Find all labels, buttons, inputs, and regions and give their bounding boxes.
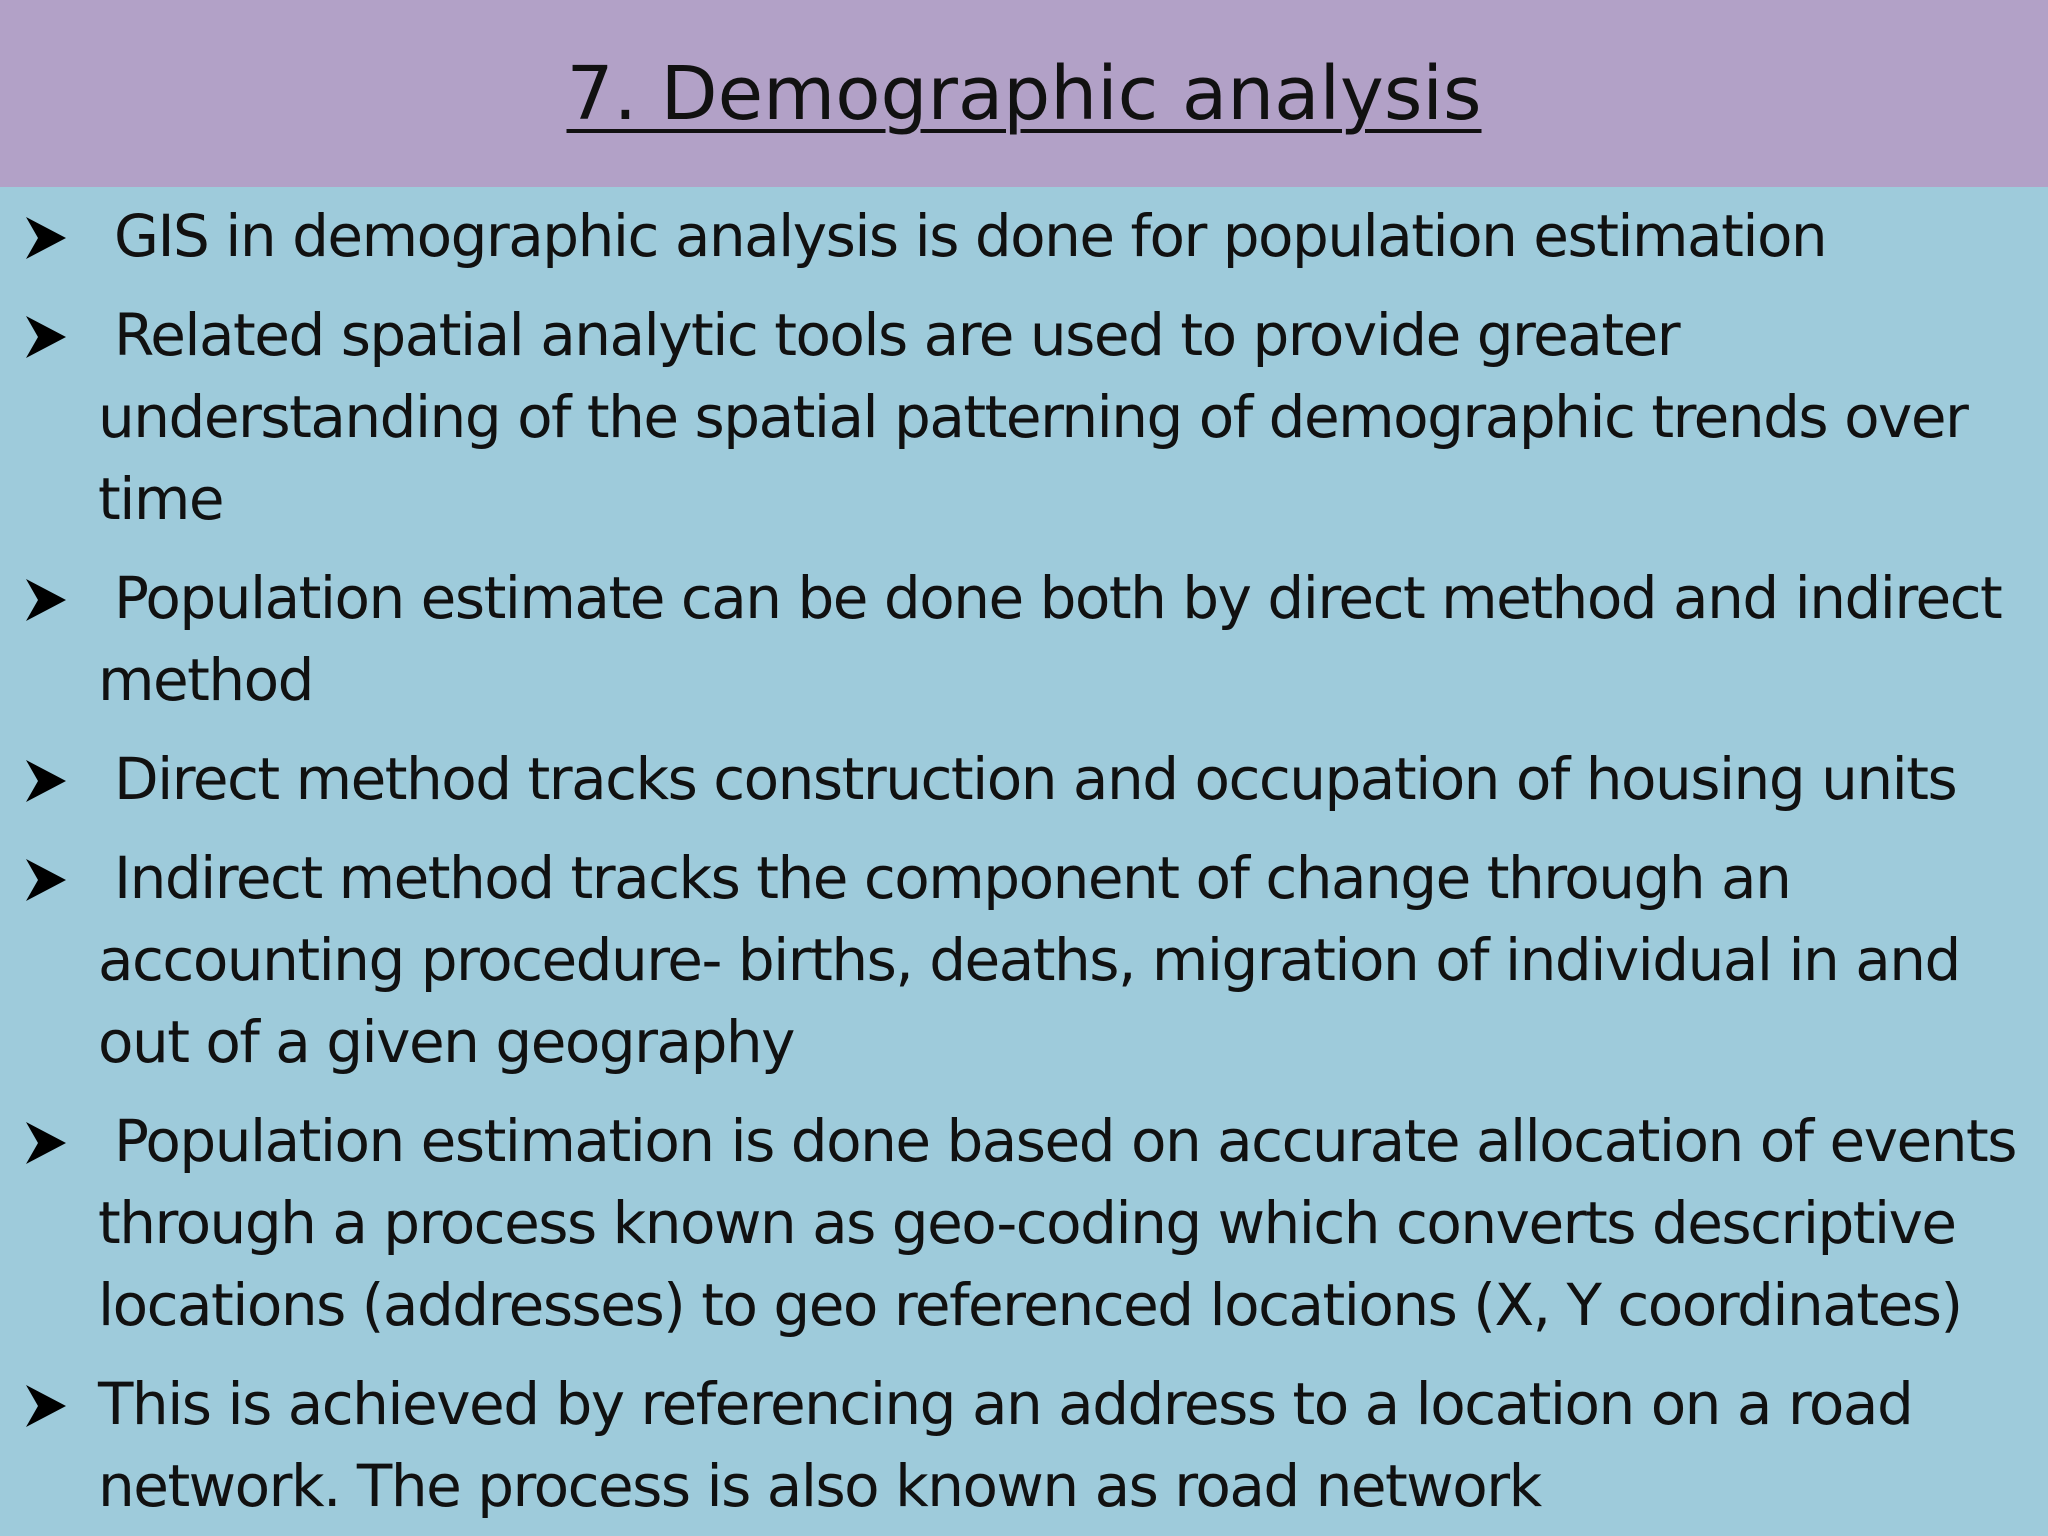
arrowhead-bullet-icon xyxy=(22,1381,70,1431)
arrowhead-bullet-icon xyxy=(22,312,70,362)
bullet-text: Direct method tracks construction and occupation of housing units xyxy=(114,745,1957,813)
arrowhead-bullet-icon xyxy=(22,1118,70,1168)
arrowhead-bullet-icon xyxy=(22,756,70,806)
bullet-text: Population estimate can be done both by direct method and indirect method xyxy=(98,564,2002,714)
bullet-item xyxy=(0,557,2048,721)
bullet-text: This is achieved by referencing an address to a location on a road network. The process is also known as road network xyxy=(98,1370,1913,1520)
bullet-item xyxy=(0,195,2048,277)
bullet-item xyxy=(0,738,2048,820)
bullet-text: Population estimation is done based on accurate allocation of events through a process known as geo-coding which converts descriptive locations (addresses) to geo referenced locations (X, Y coordinates) xyxy=(98,1107,2016,1339)
bullet-item xyxy=(0,837,2048,1083)
arrowhead-bullet-icon xyxy=(22,213,70,263)
title-bar xyxy=(0,0,2048,187)
bullet-item xyxy=(0,1363,2048,1527)
bullet-item xyxy=(0,294,2048,540)
arrowhead-bullet-icon xyxy=(22,575,70,625)
bullet-text: Indirect method tracks the component of change through an accounting procedure- births, deaths, migration of individual in and out of a given geography xyxy=(98,844,1960,1076)
slide-title: 7. Demographic analysis xyxy=(566,50,1482,137)
bullet-text: GIS in demographic analysis is done for population estimation xyxy=(114,202,1827,270)
bullet-item xyxy=(0,1100,2048,1346)
bullet-list xyxy=(0,195,2048,1536)
arrowhead-bullet-icon xyxy=(22,855,70,905)
bullet-text: Related spatial analytic tools are used to provide greater understanding of the spatial patterning of demographic trends over time xyxy=(98,301,1968,533)
